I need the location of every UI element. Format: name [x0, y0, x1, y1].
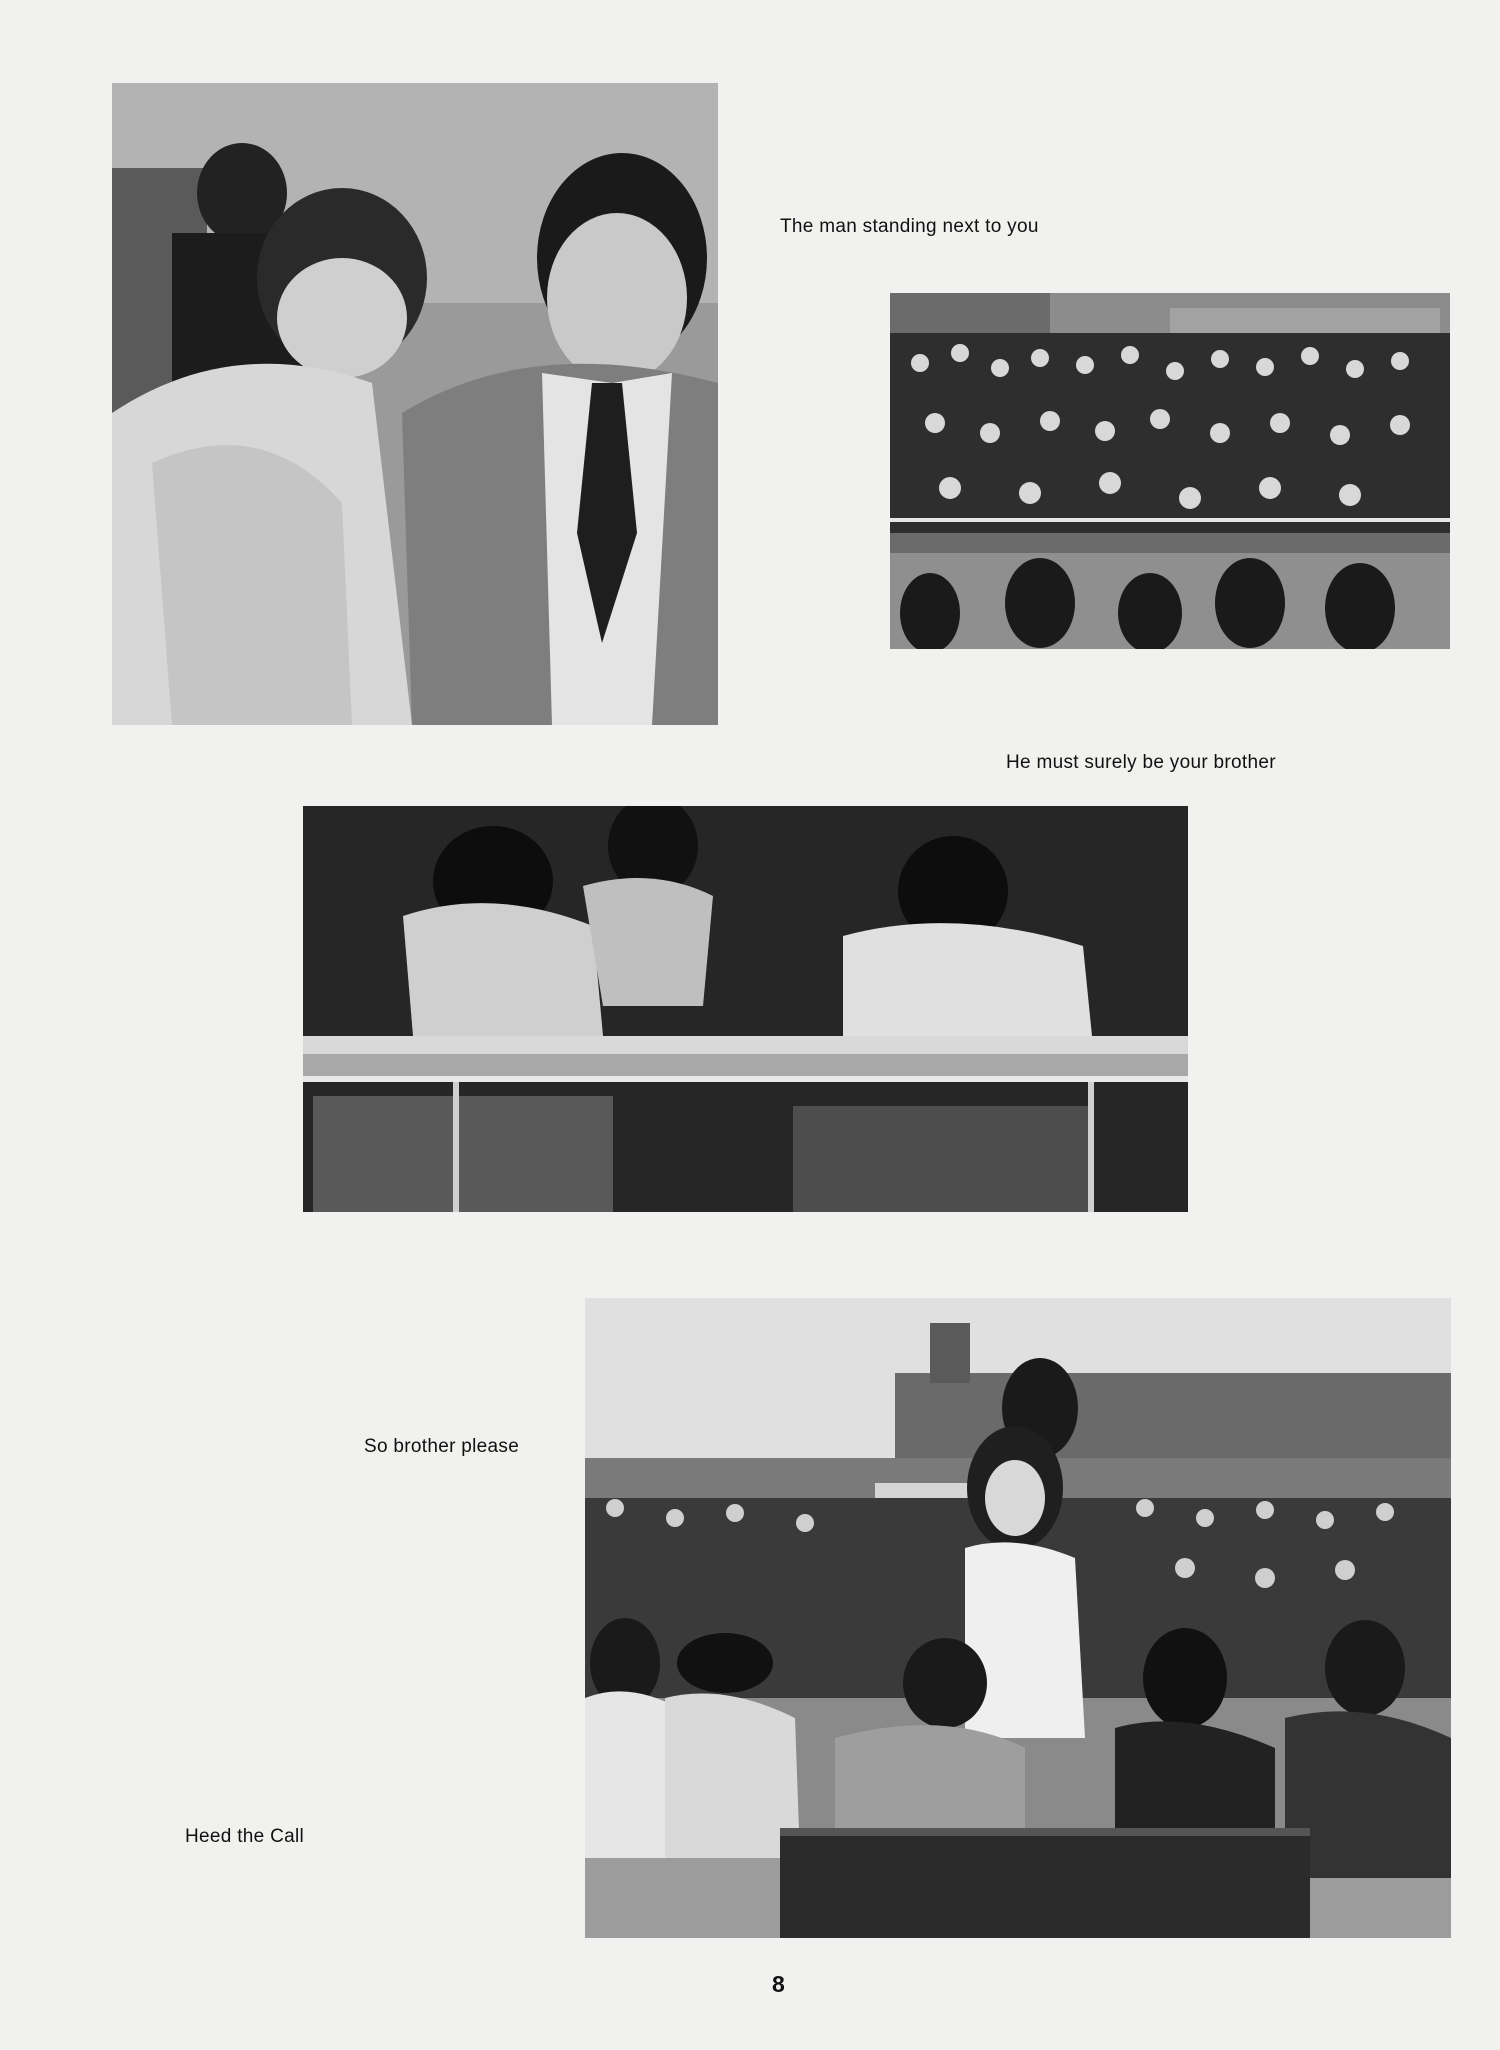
- photo-crowd-bleachers: [890, 293, 1450, 649]
- photo-students-on-lawn-image: [585, 1298, 1451, 1938]
- photo-man-and-boy: [112, 83, 718, 725]
- caption-3: So brother please: [364, 1436, 520, 1457]
- photo-students-on-lawn: [585, 1298, 1451, 1938]
- caption-1: The man standing next to you: [780, 216, 1039, 237]
- photo-pie-eating-contest-image: [303, 806, 1188, 1212]
- page-number: 8: [772, 1971, 785, 1997]
- photo-man-and-boy-image: [112, 83, 718, 725]
- photo-crowd-bleachers-image: [890, 293, 1450, 649]
- caption-4: Heed the Call: [185, 1826, 305, 1847]
- caption-2: He must surely be your brother: [1006, 752, 1276, 773]
- photo-pie-eating-contest: [303, 806, 1188, 1212]
